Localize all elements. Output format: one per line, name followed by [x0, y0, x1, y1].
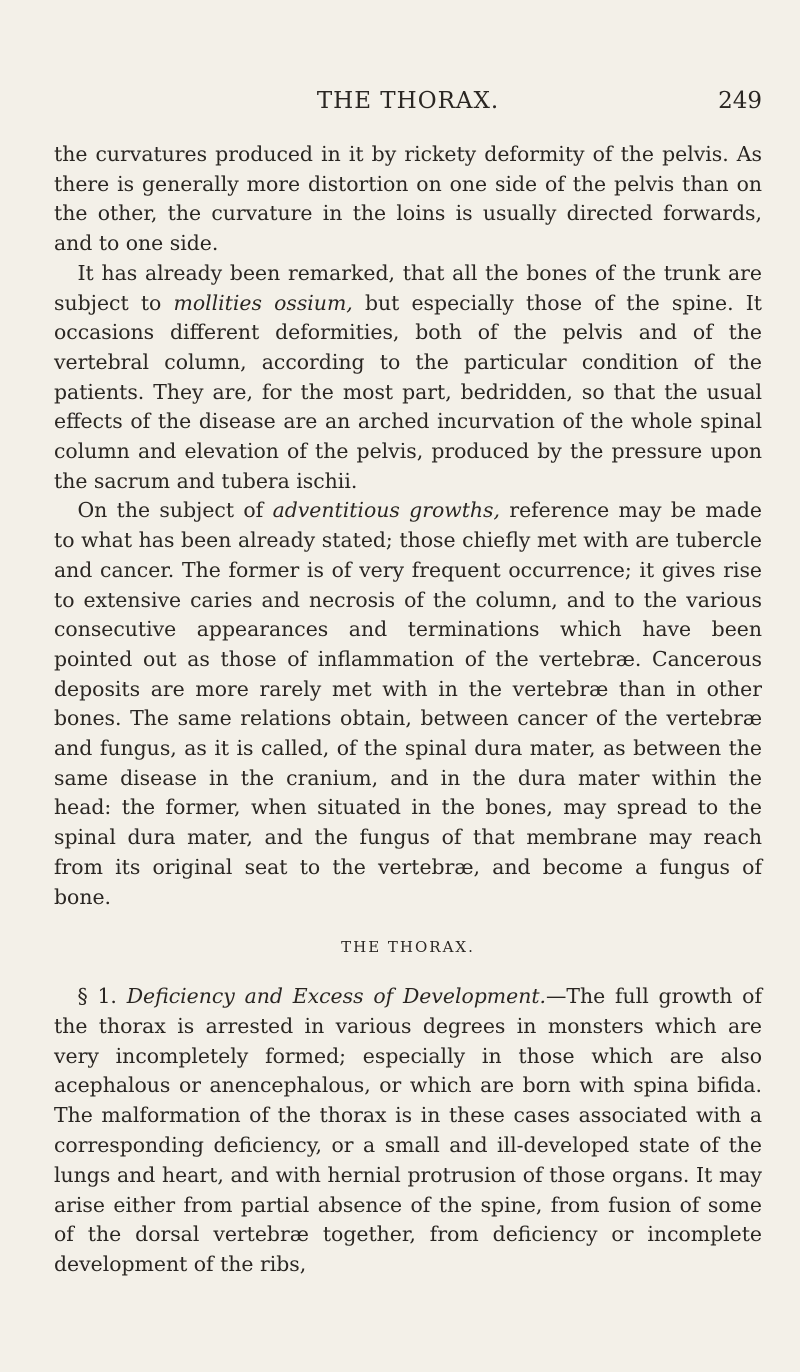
running-head — [54, 88, 762, 128]
paragraph-text: On the subject of — [77, 498, 273, 523]
running-title: THE THORAX. — [316, 88, 500, 114]
body-text — [54, 140, 762, 912]
paragraph-mollities-ossium — [54, 259, 762, 497]
section-text — [54, 982, 762, 1280]
page-number: 249 — [718, 88, 762, 114]
paragraph-deficiency-excess — [54, 982, 762, 1280]
paragraph-text: reference may be made to what has been already stated; those chiefly met with are tubercle and cancer. The former is of very frequent occurrence; it gives rise to extensive caries and necrosis of the column, and to the various consecutive appearances and terminations which have been pointed out as those of inflammation of the vertebræ. Cancerous deposits are more rarely met with in the vertebræ than in other bones. The same relations obtain, between cancer of the vertebræ and fungus, as it is called, of the spinal dura mater, as between the same disease in the cranium, and in the dura mater within the head: the former, when situated in the bones, may spread to the spinal dura mater, and the fungus of that membrane may reach from its original seat to the vertebræ, and become a fungus of bone. — [54, 498, 762, 909]
section-title: Deficiency and Excess of Development. — [126, 984, 547, 1008]
italic-term: mollities ossium, — [173, 290, 353, 315]
paragraph-adventitious-growths — [54, 496, 762, 912]
paragraph-text: —The full growth of the thorax is arrested in various degrees in monsters which are very incompletely formed; especially in those which are also acephalous or anencephalous, or which are born with spina bifida. The malformation of the thorax is in these cases associated with a corresponding deficiency, or a small and ill-developed state of the lungs and heart, and with hernial protrusion of those organs. It may arise either from partial absence of the spine, from fusion of some of the dorsal vertebræ together, from deficiency or incomplete development of the ribs, — [54, 984, 762, 1277]
paragraph-text: It has already been remarked, that all the bones of the trunk are subject to — [54, 260, 762, 315]
paragraph-text: but especially those of the spine. It occasions different deformities, both of the pelvis and of the vertebral column, according to the particular condition of the patients. They are, for the most part, bedridden, so that the usual effects of the disease are an arched incurvation of the whole spinal column and elevation of the pelvis, produced by the pressure upon the sacrum and tubera ischii. — [54, 290, 762, 493]
section-number: § 1. — [77, 984, 117, 1008]
italic-term: adventitious growths, — [272, 498, 500, 523]
paragraph-pelvis-curvature: the curvatures produced in it by rickety deformity of the pelvis. As there is generally more distortion on one side of the pelvis than on the other, the curvature in the loins is usually directed forwards, and to one side. — [54, 142, 762, 256]
section-heading: THE THORAX. — [341, 938, 475, 956]
